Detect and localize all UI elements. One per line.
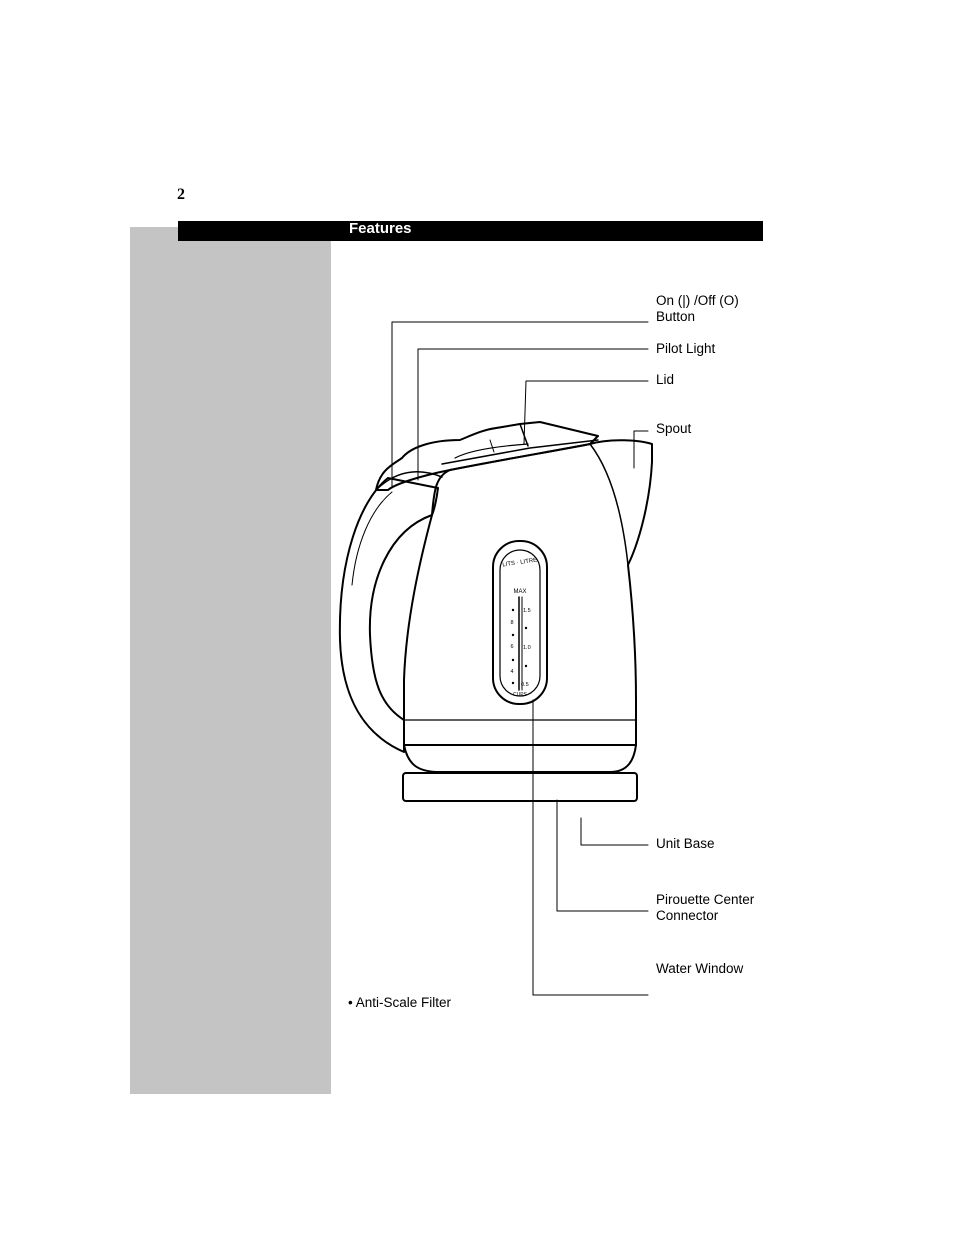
callout-unit-base: Unit Base	[656, 836, 715, 851]
window-cup-mark: 4	[510, 669, 514, 675]
section-title: Features	[349, 220, 412, 237]
anti-scale-filter-note: • Anti-Scale Filter	[348, 995, 452, 1010]
callout-connector-line2: Connector	[656, 908, 719, 923]
callout-on-off-line1: On (|) /Off (O)	[656, 293, 739, 308]
callout-on-off-line2: Button	[656, 309, 696, 324]
callout-spout: Spout	[656, 421, 692, 436]
window-cup-mark: 6	[510, 644, 514, 650]
window-cup-mark: 8	[510, 620, 514, 626]
callout-connector-line1: Pirouette Center	[656, 892, 755, 907]
window-liter-mark: 0.5	[521, 682, 529, 688]
callout-on-off-button	[656, 293, 739, 325]
page-number: 2	[177, 186, 185, 203]
callout-water-window: Water Window	[656, 961, 744, 976]
window-max-label: MAX	[513, 589, 527, 595]
window-liter-mark: 1.5	[523, 608, 531, 614]
window-liter-mark: 1.0	[523, 645, 531, 651]
window-unit-text: CUPS	[513, 692, 527, 698]
callout-connector	[656, 892, 754, 924]
callout-pilot-light: Pilot Light	[656, 341, 716, 356]
callout-lid: Lid	[656, 372, 675, 387]
window-brand-text: LITS · LITRE	[502, 557, 538, 569]
